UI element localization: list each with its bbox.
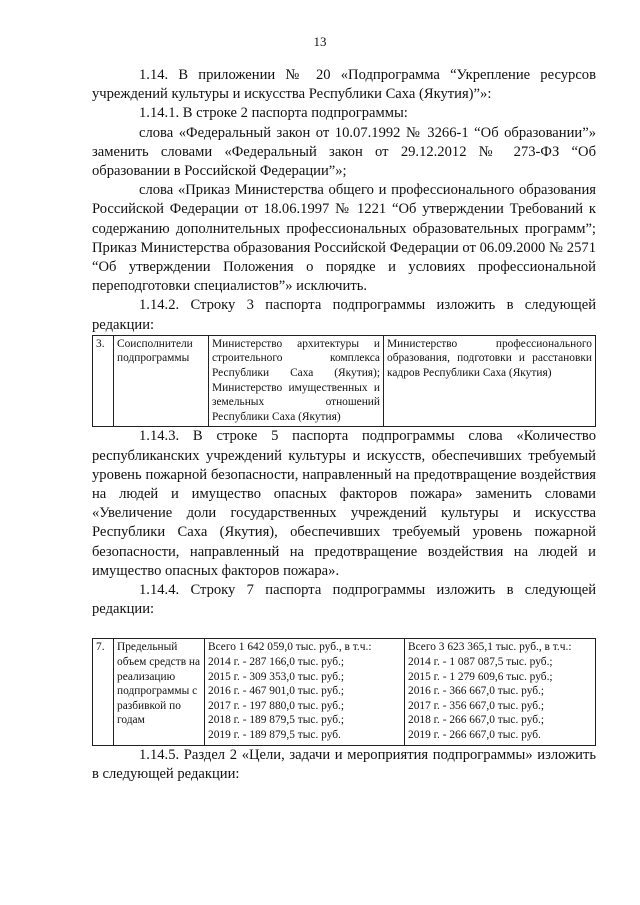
new-funding-cell (405, 639, 596, 745)
paragraph-replace-words: слова «Федеральный закон от 10.07.1992 № 3266-1 “Об образовании”» заменить словами «Федеральный закон от 29.12.2012 № 273-ФЗ “Об образовании в Российской Федерации”»; (92, 124, 596, 180)
old-funding-cell (205, 639, 405, 745)
spacer (92, 619, 596, 638)
row-number: 7. (93, 639, 114, 745)
paragraph-1-14-3: 1.14.3. В строке 5 паспорта подпрограммы слова «Количество республиканских учреждений культуры и искусств, обеспечивших требуемый уровень пожарной безопасности, направленный на предотвращение воздействия на людей и имущество опасных факторов пожара» заменить словами «Увеличение доли государственных учреждений культуры и искусства Республики Саха (Якутия), обеспечивших требуемый уровень пожарной безопасности, направленный на предотвращение воздействия на людей и имущество опасных факторов пожара». (92, 428, 596, 579)
new-funding-line: 2015 г. - 1 279 609,6 тыс. руб.; (408, 670, 553, 683)
table-row-3 (92, 335, 596, 428)
paragraph-1-14-4: 1.14.4. Строку 7 паспорта подпрограммы изложить в следующей редакции: (92, 582, 596, 618)
old-funding-line: 2019 г. - 189 879,5 тыс. руб. (208, 729, 341, 741)
document-body (92, 66, 596, 784)
new-funding-line: Всего 3 623 365,1 тыс. руб., в т.ч.: (408, 641, 572, 654)
old-value-cell: Министерство архитектуры и строительного комплекса Республики Саха (Якутия); Министерство имущественных и земельных отношений Республики Саха (Якутия) (209, 335, 384, 427)
old-funding-line: 2015 г. - 309 353,0 тыс. руб.; (208, 670, 345, 683)
row-label: Предельный объем средств на реализацию подпрограммы с разбивкой по годам (114, 639, 205, 745)
old-funding-line: 2016 г. - 467 901,0 тыс. руб.; (208, 685, 345, 698)
paragraph-1-14-2: 1.14.2. Строку 3 паспорта подпрограммы изложить в следующей редакции: (92, 297, 596, 333)
new-funding-line: 2014 г. - 1 087 087,5 тыс. руб.; (408, 656, 553, 669)
table-row (93, 639, 596, 745)
new-funding-line: 2016 г. - 366 667,0 тыс. руб.; (408, 685, 545, 698)
old-funding-line: 2014 г. - 287 166,0 тыс. руб.; (208, 656, 345, 669)
page-number: 13 (313, 34, 327, 49)
table-row (93, 335, 596, 427)
paragraph-exclude-words: слова «Приказ Министерства общего и профессионального образования Российской Федерации от 18.06.1997 № 1221 “Об утверждении Требований к содержанию дополнительных профессиональных образовательных программ”; Приказ Министерства образования Российской Федерации от 06.09.2000 № 2571 “Об утверждении Положения о порядке и условиях профессиональной переподготовки специалистов”» исключить. (92, 182, 596, 295)
new-funding-line: 2017 г. - 356 667,0 тыс. руб.; (408, 699, 545, 712)
paragraph-1-14-1: 1.14.1. В строке 2 паспорта подпрограммы: (139, 105, 408, 122)
new-funding-line: 2018 г. - 266 667,0 тыс. руб.; (408, 714, 545, 727)
paragraph-1-14-5: 1.14.5. Раздел 2 «Цели, задачи и мероприятия подпрограммы» изложить в следующей редакции: (92, 746, 596, 782)
table-row-7 (92, 638, 596, 745)
old-funding-line: 2018 г. - 189 879,5 тыс. руб.; (208, 714, 345, 727)
paragraph-1-14: 1.14. В приложении № 20 «Подпрограмма “Укрепление ресурсов учреждений культуры и искусства Республики Саха (Якутия)”»: (92, 67, 596, 103)
row-number: 3. (93, 335, 114, 427)
old-funding-line: 2017 г. - 197 880,0 тыс. руб.; (208, 699, 345, 712)
row-label: Соисполнители подпрограммы (114, 335, 209, 427)
new-funding-line: 2019 г. - 266 667,0 тыс. руб. (408, 729, 541, 741)
new-value-cell: Министерство профессионального образования, подготовки и расстановки кадров Республики Саха (Якутия) (384, 335, 596, 427)
old-funding-line: Всего 1 642 059,0 тыс. руб., в т.ч.: (208, 641, 372, 654)
